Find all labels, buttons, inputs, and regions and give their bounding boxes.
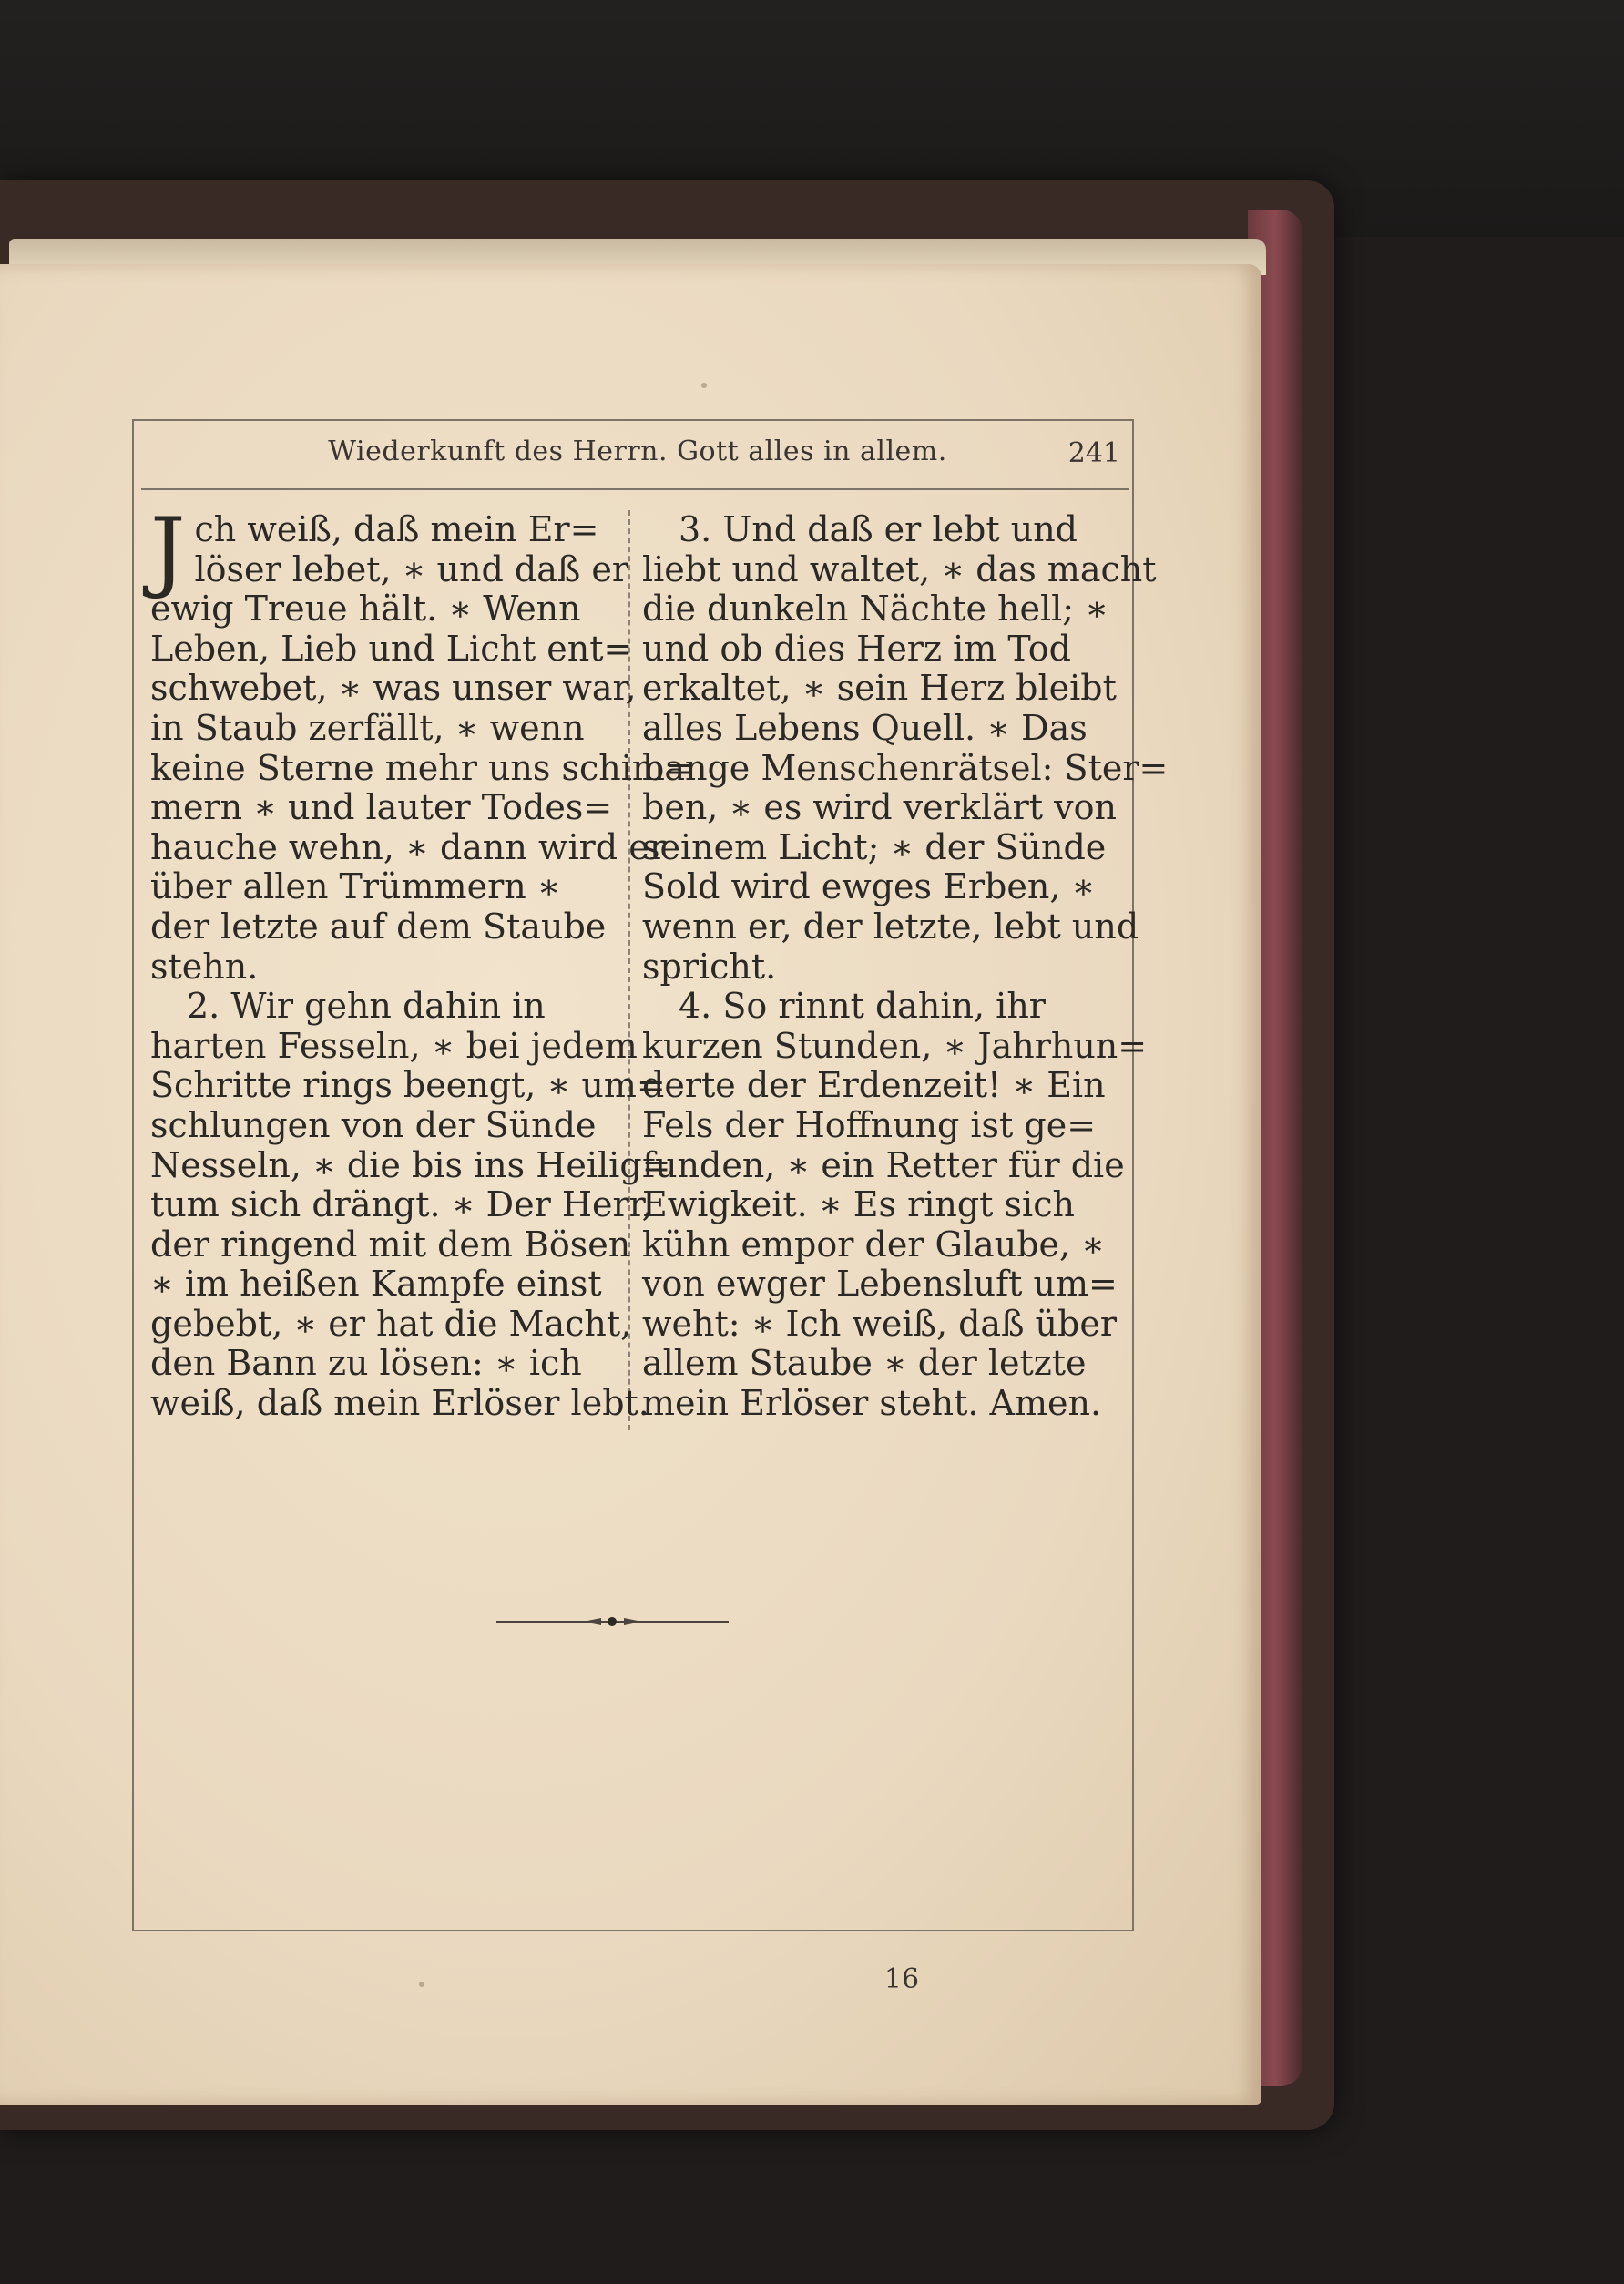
text-line: Ewigkeit. ∗ Es ringt sich	[642, 1184, 1075, 1225]
text-line: mern ∗ und lauter Todes=	[150, 787, 613, 828]
text-line: Fels der Hoffnung ist ge=	[642, 1104, 1097, 1145]
text-line: kühn empor der Glaube, ∗	[642, 1224, 1105, 1265]
text-line: kurzen Stunden, ∗ Jahrhun=	[642, 1025, 1148, 1066]
right-column	[642, 509, 1169, 1424]
text-line: weht: ∗ Ich weiß, daß über	[642, 1303, 1117, 1344]
text-line: funden, ∗ ein Retter für die	[642, 1144, 1125, 1185]
text-line: mein Erlöser steht. Amen.	[642, 1383, 1102, 1424]
drop-cap: J	[150, 499, 186, 601]
text-line: allem Staube ∗ der letzte	[642, 1343, 1087, 1384]
text-line: wenn er, der letzte, lebt und	[642, 906, 1139, 947]
paper-speck	[701, 383, 707, 388]
text-line: gebebt, ∗ er hat die Macht,	[150, 1303, 632, 1344]
text-line: Nesseln, ∗ die bis ins Heilig=	[150, 1144, 671, 1185]
text-line: schlungen von der Sünde	[150, 1104, 597, 1145]
divider-ornament-icon	[496, 1613, 729, 1631]
text-line: Sold wird ewges Erben, ∗	[642, 866, 1096, 907]
text-line: über allen Trümmern ∗	[150, 866, 561, 907]
text-line: von ewger Lebensluft um=	[642, 1264, 1118, 1305]
text-line: weiß, daß mein Erlöser lebt.	[150, 1383, 649, 1424]
text-line: die dunkeln Nächte hell; ∗	[642, 589, 1109, 630]
text-line: tum sich drängt. ∗ Der Herr,	[150, 1184, 653, 1225]
left-column	[150, 499, 694, 1424]
text-line: alles Lebens Quell. ∗ Das	[642, 707, 1088, 748]
text-line: harten Fesseln, ∗ bei jedem	[150, 1025, 638, 1066]
signature-mark: 16	[883, 1963, 920, 1995]
text-line: den Bann zu lösen: ∗ ich	[150, 1343, 582, 1384]
text-line: bange Menschenrätsel: Ster=	[642, 747, 1169, 788]
text-line: der letzte auf dem Staube	[150, 906, 607, 947]
text-line: schwebet, ∗ was unser war,	[150, 668, 637, 709]
text-line: 4. So rinnt dahin, ihr	[679, 986, 1046, 1027]
text-line: der ringend mit dem Bösen	[150, 1224, 631, 1265]
text-line: seinem Licht; ∗ der Sünde	[642, 826, 1107, 867]
text-line: 2. Wir gehn dahin in	[187, 986, 546, 1027]
text-line: derte der Erdenzeit! ∗ Ein	[642, 1065, 1106, 1106]
text-line: Schritte rings beengt, ∗ um=	[150, 1065, 666, 1106]
running-head: Wiederkunft des Herrn. Gott alles in allem.	[328, 435, 947, 467]
text-line: ch weiß, daß mein Er=	[194, 509, 599, 549]
text-line: liebt und waltet, ∗ das macht	[642, 548, 1157, 589]
text-line: Leben, Lieb und Licht ent=	[150, 628, 633, 669]
page-number: 241	[1067, 437, 1120, 469]
text-line: und ob dies Herz im Tod	[642, 628, 1071, 669]
header-rule	[141, 488, 1129, 490]
text-line: 3. Und daß er lebt und	[679, 509, 1078, 549]
text-line: spricht.	[642, 946, 777, 987]
text-line: keine Sterne mehr uns schim=	[150, 747, 694, 788]
text-line: ewig Treue hält. ∗ Wenn	[150, 589, 581, 630]
text-line: löser lebet, ∗ und daß er	[194, 548, 628, 589]
text-line: hauche wehn, ∗ dann wird er	[150, 826, 666, 867]
paper-speck	[419, 1982, 424, 1987]
text-line: erkaltet, ∗ sein Herz bleibt	[642, 668, 1117, 709]
text-line: ∗ im heißen Kampfe einst	[150, 1264, 602, 1305]
text-line: ben, ∗ es wird verklärt von	[642, 787, 1117, 828]
text-line: stehn.	[150, 946, 259, 987]
text-line: in Staub zerfällt, ∗ wenn	[150, 707, 585, 748]
